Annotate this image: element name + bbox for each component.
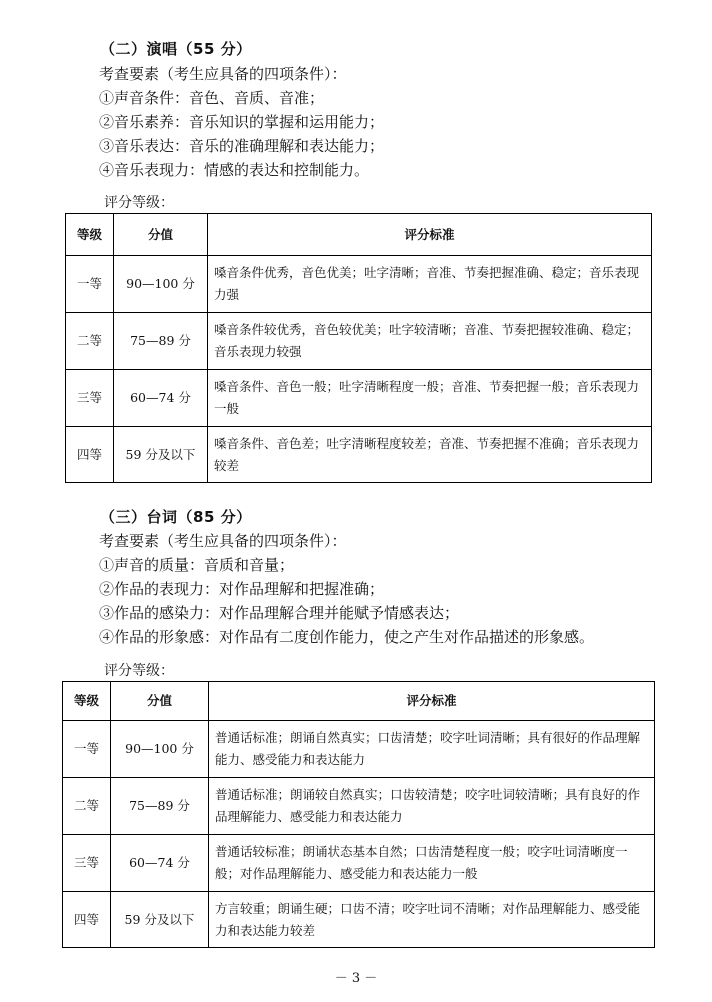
grade-cell: 四等 — [66, 427, 114, 483]
header-score: 分值 — [111, 682, 209, 721]
lines-item-4: ④作品的形象感：对作品有二度创作能力，使之产生对作品描述的形象感。 — [99, 628, 595, 646]
criteria-cell: 普通话标准；朗诵较自然真实；口齿较清楚；咬字吐词较清晰；具有良好的作品理解能力、感受能力和表达能力 — [209, 778, 655, 835]
score-cell: 59 分及以下 — [111, 892, 209, 948]
table-row — [63, 721, 655, 778]
singing-grade-label: 评分等级： — [104, 195, 174, 211]
criteria-cell: 普通话标准；朗诵自然真实；口齿清楚；咬字吐词清晰；具有很好的作品理解能力、感受能力和表达能力 — [209, 721, 655, 778]
header-score: 分值 — [114, 214, 208, 256]
score-cell: 60—74 分 — [114, 370, 208, 427]
grade-cell: 三等 — [63, 835, 111, 892]
singing-grade-table — [65, 213, 652, 483]
singing-item-2: ②音乐素养：音乐知识的掌握和运用能力； — [99, 113, 385, 131]
lines-item-1: ①声音的质量：音质和音量； — [99, 556, 295, 574]
table-row — [63, 835, 655, 892]
lines-grade-table — [62, 681, 655, 948]
singing-item-4: ④音乐表现力：情感的表达和控制能力。 — [99, 161, 370, 179]
header-criteria: 评分标准 — [209, 682, 655, 721]
header-criteria: 评分标准 — [208, 214, 652, 256]
table-row — [66, 370, 652, 427]
section-title-lines: （三）台词（85 分） — [100, 508, 252, 526]
singing-intro: 考查要素（考生应具备的四项条件）： — [99, 65, 347, 83]
score-cell: 75—89 分 — [114, 313, 208, 370]
criteria-cell: 嗓音条件、音色差；吐字清晰程度较差；音准、节奏把握不准确；音乐表现力较差 — [208, 427, 652, 483]
grade-cell: 三等 — [66, 370, 114, 427]
score-cell: 59 分及以下 — [114, 427, 208, 483]
table-row — [66, 256, 652, 313]
table-header-row — [66, 214, 652, 256]
criteria-cell: 普通话较标准；朗诵状态基本自然；口齿清楚程度一般；咬字吐词清晰度一般；对作品理解能力、感受能力和表达能力一般 — [209, 835, 655, 892]
table-row — [66, 427, 652, 483]
header-grade: 等级 — [63, 682, 111, 721]
lines-grade-label: 评分等级： — [104, 663, 174, 679]
table-row — [66, 313, 652, 370]
lines-item-2: ②作品的表现力：对作品理解和把握准确； — [99, 580, 385, 598]
header-grade: 等级 — [66, 214, 114, 256]
score-cell: 60—74 分 — [111, 835, 209, 892]
criteria-cell: 嗓音条件优秀，音色优美；吐字清晰；音准、节奏把握准确、稳定；音乐表现力强 — [208, 256, 652, 313]
table-row — [63, 892, 655, 948]
table-row — [63, 778, 655, 835]
criteria-cell: 嗓音条件较优秀，音色较优美；吐字较清晰；音准、节奏把握较准确、稳定；音乐表现力较强 — [208, 313, 652, 370]
lines-item-3: ③作品的感染力：对作品理解合理并能赋予情感表达； — [99, 604, 460, 622]
grade-cell: 二等 — [66, 313, 114, 370]
table-header-row — [63, 682, 655, 721]
criteria-cell: 嗓音条件、音色一般；吐字清晰程度一般；音准、节奏把握一般；音乐表现力一般 — [208, 370, 652, 427]
score-cell: 90—100 分 — [111, 721, 209, 778]
lines-intro: 考查要素（考生应具备的四项条件）： — [99, 532, 347, 550]
grade-cell: 二等 — [63, 778, 111, 835]
grade-cell: 一等 — [63, 721, 111, 778]
criteria-cell: 方言较重；朗诵生硬；口齿不清；咬字吐词不清晰；对作品理解能力、感受能力和表达能力较差 — [209, 892, 655, 948]
page-number: － 3 － — [334, 971, 378, 986]
grade-cell: 一等 — [66, 256, 114, 313]
singing-item-3: ③音乐表达：音乐的准确理解和表达能力； — [99, 137, 385, 155]
grade-cell: 四等 — [63, 892, 111, 948]
score-cell: 90—100 分 — [114, 256, 208, 313]
section-title-singing: （二）演唱（55 分） — [100, 40, 252, 58]
score-cell: 75—89 分 — [111, 778, 209, 835]
singing-item-1: ①声音条件：音色、音质、音准； — [99, 89, 325, 107]
